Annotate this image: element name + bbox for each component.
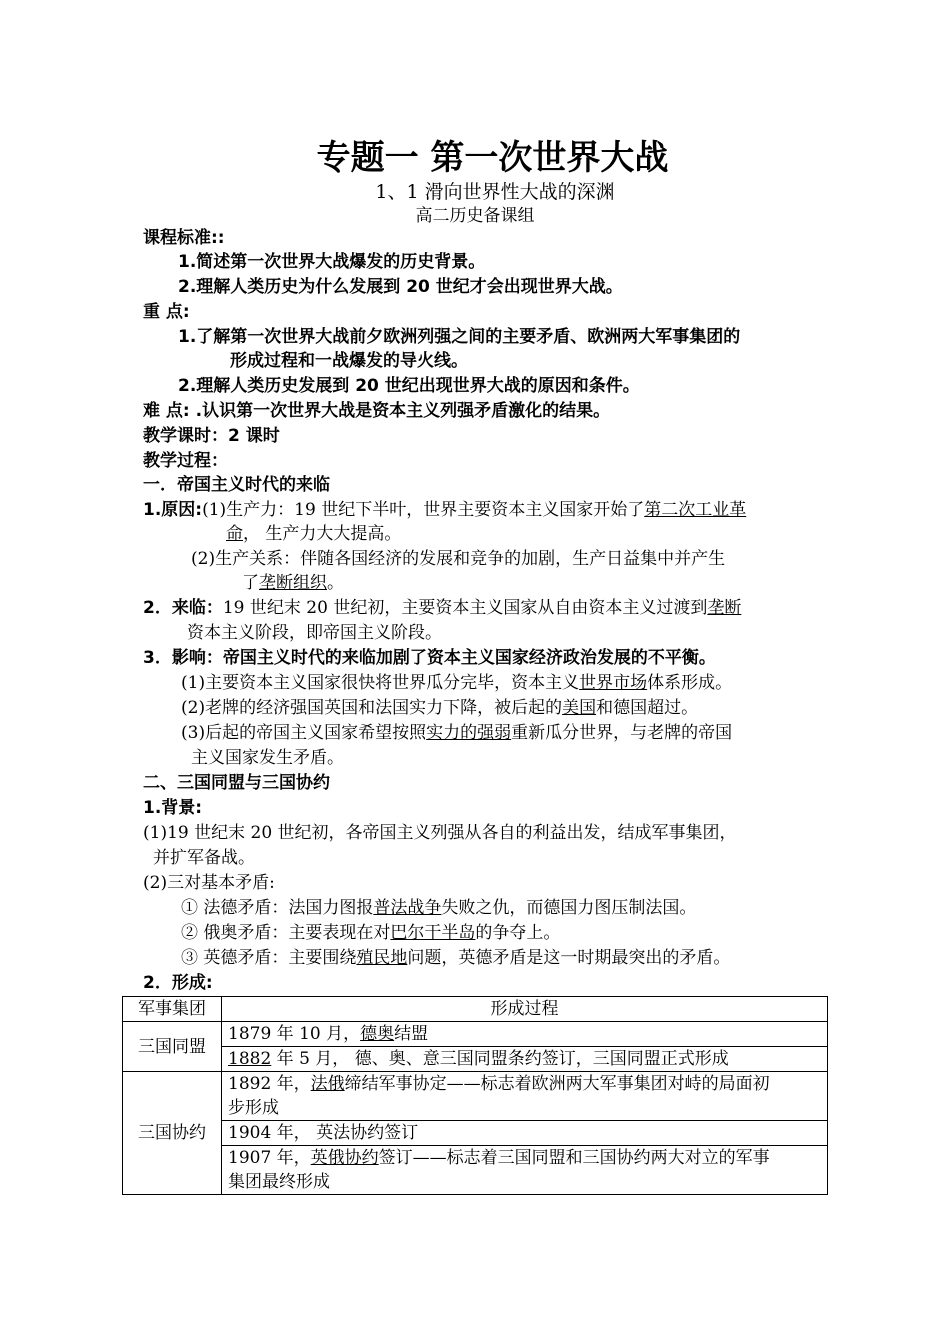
standards-item-1: 1.简述第一次世界大战爆发的历史背景。 bbox=[178, 252, 486, 272]
keypoints-item-1a: 1.了解第一次世界大战前夕欧洲列强之间的主要矛盾、欧洲两大军事集团的 bbox=[178, 327, 741, 347]
cause-1-text: (1)生产力：19 世纪下半叶，世界主要资本主义国家开始了 bbox=[202, 500, 645, 520]
table-group-triple-entente: 三国协约 bbox=[123, 1072, 222, 1195]
row-3-underline: 法俄 bbox=[310, 1074, 345, 1094]
row-5-underline: 英俄协约 bbox=[310, 1148, 379, 1168]
table-header-row bbox=[123, 997, 828, 1022]
keypoints-item-2: 2.理解人类历史发展到 20 世纪出现世界大战的原因和条件。 bbox=[178, 376, 640, 396]
standards-label: 课程标准:: bbox=[143, 228, 225, 248]
table-row bbox=[123, 1072, 828, 1121]
table-group-triple-alliance: 三国同盟 bbox=[123, 1022, 222, 1072]
effect-3-underline: 实力的强弱 bbox=[426, 723, 512, 743]
arrive-line-cont: 资本主义阶段，即帝国主义阶段。 bbox=[187, 623, 442, 643]
table-row bbox=[123, 1022, 828, 1047]
alliances-table bbox=[122, 996, 828, 1195]
row-3-cont: 步形成 bbox=[228, 1098, 279, 1118]
arrive-underline: 垄断 bbox=[707, 598, 742, 618]
conflict-1-post: 失败之仇，而德国力图压制法国。 bbox=[441, 898, 697, 918]
effect-1-post: 体系形成。 bbox=[647, 673, 733, 693]
effect-3-text: (3)后起的帝国主义国家希望按照 bbox=[181, 723, 427, 743]
table-row bbox=[123, 1146, 828, 1195]
row-3-text: 1892 年， bbox=[228, 1074, 311, 1094]
effect-item-3-cont: 主义国家发生矛盾。 bbox=[191, 748, 344, 768]
row-1-text: 1879 年 10 月， bbox=[228, 1024, 361, 1044]
row-1-post: 结盟 bbox=[394, 1024, 429, 1044]
effect-item-2 bbox=[181, 696, 698, 720]
keypoints-label: 重 点: bbox=[143, 302, 190, 322]
cause-line-1-cont bbox=[226, 522, 401, 546]
background-item-1b: 并扩军备战。 bbox=[153, 848, 255, 868]
table-cell bbox=[222, 1047, 828, 1072]
row-2-underline: 1882 bbox=[228, 1049, 272, 1069]
table-header-group: 军事集团 bbox=[123, 997, 222, 1022]
row-2-text: 年 5 月， 德、奥、意三国同盟条约签订，三国同盟正式形成 bbox=[271, 1049, 729, 1069]
section-1-heading: 一．帝国主义时代的来临 bbox=[143, 475, 330, 495]
effect-line: 3．影响：帝国主义时代的来临加剧了资本主义国家经济政治发展的不平衡。 bbox=[143, 648, 716, 668]
cause-line-2-cont bbox=[242, 571, 344, 595]
page-title: 专题一 第一次世界大战 bbox=[316, 138, 669, 178]
difficult-points: 难 点: .认识第一次世界大战是资本主义列强矛盾激化的结果。 bbox=[143, 401, 611, 421]
lesson-hours: 教学课时：2 课时 bbox=[143, 426, 280, 446]
cause-line-1 bbox=[143, 498, 746, 522]
keypoints-item-1b: 形成过程和一战爆发的导火线。 bbox=[230, 351, 468, 371]
row-5-text: 1907 年， bbox=[228, 1148, 311, 1168]
standards-item-2: 2.理解人类历史为什么发展到 20 世纪才会出现世界大战。 bbox=[178, 277, 623, 297]
conflict-1-text: ① 法德矛盾：法国力图报 bbox=[181, 898, 374, 918]
table-cell bbox=[222, 1146, 828, 1195]
cause-1-post: ， 生产力大大提高。 bbox=[243, 524, 402, 544]
formation-label: 2．形成: bbox=[143, 973, 213, 993]
table-row bbox=[123, 1121, 828, 1146]
background-label: 1.背景: bbox=[143, 798, 203, 818]
cause-line-2: (2)生产关系：伴随各国经济的发展和竞争的加剧，生产日益集中并产生 bbox=[191, 549, 726, 569]
row-1-underline: 德奥 bbox=[360, 1024, 395, 1044]
author-group: 高二历史备课组 bbox=[415, 206, 535, 226]
effect-1-text: (1)主要资本主义国家很快将世界瓜分完毕，资本主义 bbox=[181, 673, 580, 693]
conflict-2-text: ② 俄奥矛盾：主要表现在对 bbox=[181, 923, 391, 943]
background-item-1a: (1)19 世纪末 20 世纪初，各帝国主义列强从各自的利益出发，结成军事集团， bbox=[143, 823, 737, 843]
table-cell bbox=[222, 1022, 828, 1047]
conflict-1 bbox=[181, 896, 696, 920]
conflict-2 bbox=[181, 921, 560, 945]
effect-2-underline: 美国 bbox=[562, 698, 597, 718]
effect-2-post: 和德国超过。 bbox=[596, 698, 699, 718]
cause-label: 1.原因: bbox=[143, 500, 203, 520]
conflict-1-underline: 普法战争 bbox=[373, 898, 442, 918]
conflict-2-post: 的争夺上。 bbox=[475, 923, 561, 943]
row-3-post: 缔结军事协定——标志着欧洲两大军事集团对峙的局面初 bbox=[344, 1074, 770, 1094]
cause-1-underline: 第二次工业革 bbox=[644, 500, 747, 520]
section-2-heading: 二、三国同盟与三国协约 bbox=[143, 773, 330, 793]
effect-item-1 bbox=[181, 671, 732, 695]
conflict-3-post: 问题，英德矛盾是这一时期最突出的矛盾。 bbox=[407, 948, 731, 968]
conflict-2-underline: 巴尔干半岛 bbox=[390, 923, 476, 943]
conflict-3-underline: 殖民地 bbox=[356, 948, 408, 968]
conflict-3-text: ③ 英德矛盾：主要围绕 bbox=[181, 948, 357, 968]
arrive-line bbox=[143, 596, 741, 620]
row-5-post: 签订——标志着三国同盟和三国协约两大对立的军事 bbox=[378, 1148, 770, 1168]
conflict-3 bbox=[181, 946, 730, 970]
cause-2-underline: 垄断组织 bbox=[259, 573, 327, 593]
arrive-label: 2．来临： bbox=[143, 598, 223, 618]
lesson-subtitle: 1、1 滑向世界性大战的深渊 bbox=[375, 181, 615, 203]
effect-3-post: 重新瓜分世界，与老牌的帝国 bbox=[511, 723, 733, 743]
process-label: 教学过程： bbox=[143, 451, 228, 471]
effect-2-text: (2)老牌的经济强国英国和法国实力下降，被后起的 bbox=[181, 698, 563, 718]
table-cell: 1904 年， 英法协约签订 bbox=[222, 1121, 828, 1146]
cause-1-underline-cont: 命 bbox=[226, 524, 243, 544]
table-header-process: 形成过程 bbox=[222, 997, 828, 1022]
row-5-cont: 集团最终形成 bbox=[228, 1172, 330, 1192]
cause-2-indent: 了 bbox=[242, 573, 259, 593]
table-row bbox=[123, 1047, 828, 1072]
table-cell bbox=[222, 1072, 828, 1121]
effect-1-underline: 世界市场 bbox=[579, 673, 648, 693]
background-item-2: (2)三对基本矛盾: bbox=[143, 873, 275, 893]
arrive-text: 19 世纪末 20 世纪初，主要资本主义国家从自由资本主义过渡到 bbox=[222, 598, 708, 618]
effect-item-3 bbox=[181, 721, 732, 745]
cause-2-post: 。 bbox=[327, 573, 344, 593]
